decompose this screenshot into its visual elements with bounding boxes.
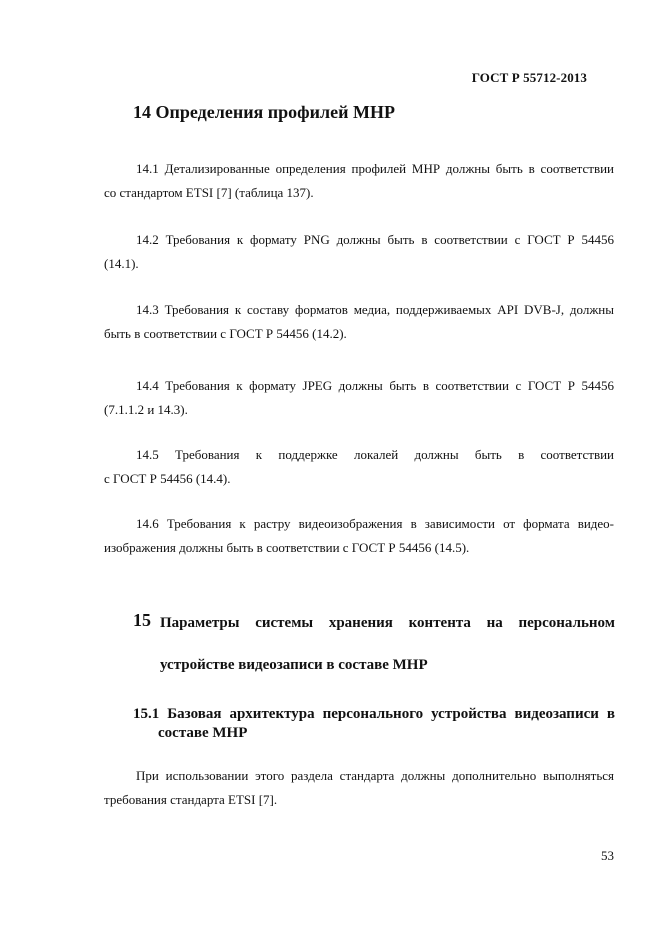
paragraph-first-line: 14.5 Требования к поддержке локалей должны быть в соответствии	[136, 447, 614, 462]
document-code: ГОСТ Р 55712-2013	[471, 70, 587, 85]
paragraph-first-line: 14.1 Детализированные определения профилей МНР должны быть в соответствии	[136, 161, 614, 176]
paragraph-rest: изображения должны быть в соответствии с ГОСТ Р 54456 (14.5).	[104, 540, 470, 555]
paragraph-14-4	[104, 374, 614, 422]
paragraph-first-line: При использовании этого раздела стандарта должны дополнительно выполняться	[136, 768, 614, 783]
page-number: 53	[601, 848, 614, 863]
paragraph-rest: быть в соответствии с ГОСТ Р 54456 (14.2).	[104, 326, 347, 341]
paragraph-14-3	[104, 298, 614, 346]
paragraph-14-1	[104, 157, 614, 205]
section-15-1-heading	[133, 705, 615, 743]
paragraph-14-2	[104, 228, 614, 276]
section-15-1-title-line1: 15.1 Базовая архитектура персонального устройства видеозаписи в	[133, 706, 615, 722]
paragraph-rest: (14.1).	[104, 256, 139, 271]
paragraph-14-6	[104, 512, 614, 560]
paragraph-first-line: 14.3 Требования к составу форматов медиа, поддерживаемых API DVB-J, должны	[136, 302, 614, 317]
paragraph-15-1	[104, 764, 614, 812]
paragraph-14-5	[104, 443, 614, 491]
section-15-title-line1: Параметры системы хранения контента на персональном	[160, 615, 615, 631]
paragraph-first-line: 14.4 Требования к формату JPEG должны быть в соответствии с ГОСТ Р 54456	[136, 378, 614, 393]
section-14-heading: 14 Определения профилей МНР	[133, 102, 395, 122]
paragraph-first-line: 14.2 Требования к формату PNG должны быть в соответствии с ГОСТ Р 54456	[136, 232, 614, 247]
paragraph-rest: (7.1.1.2 и 14.3).	[104, 402, 188, 417]
section-15-1-title-line2: составе МНР	[158, 725, 248, 741]
paragraph-first-line: 14.6 Требования к растру видеоизображения в зависимости от формата видео-	[136, 516, 614, 531]
paragraph-rest: требования стандарта ETSI [7].	[104, 792, 278, 807]
section-15-title-line2: устройстве видеозаписи в составе МНР	[160, 657, 428, 673]
section-15-number: 15	[133, 610, 151, 630]
paragraph-rest: со стандартом ETSI [7] (таблица 137).	[104, 185, 314, 200]
paragraph-rest: с ГОСТ Р 54456 (14.4).	[104, 471, 231, 486]
section-15-heading	[133, 612, 615, 676]
